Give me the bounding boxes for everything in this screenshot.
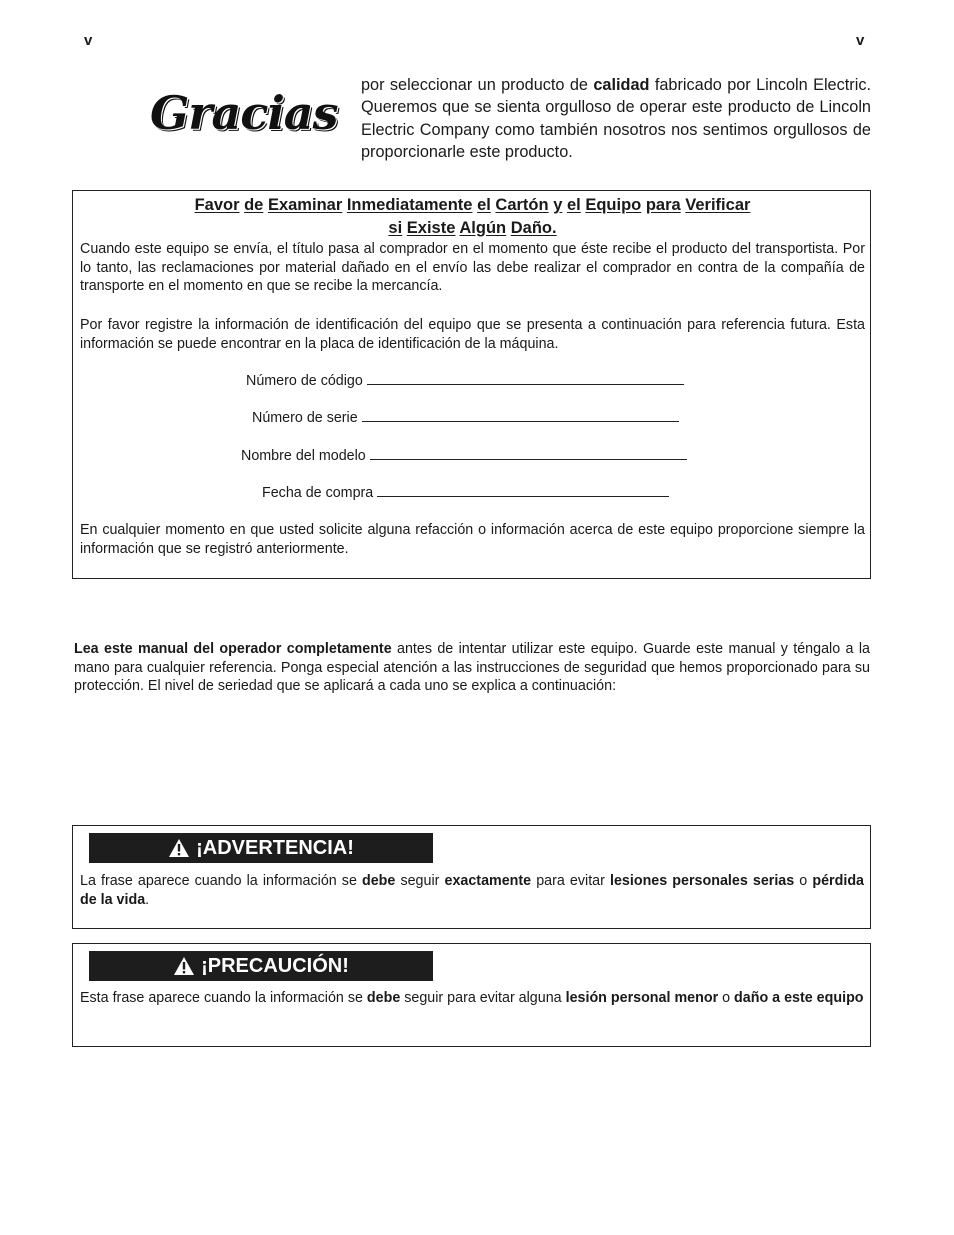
inspection-title-line-2 [73,217,872,240]
field-label: Nombre del modelo [241,448,366,464]
bold-span: debe [366,990,401,1006]
field-blank-line[interactable] [370,447,687,460]
warning-banner [89,833,433,863]
title-word: si [388,218,403,237]
title-word: Algún [459,218,507,237]
text-span: . [145,891,150,908]
title-word: Equipo [585,196,642,214]
footer-paragraph: En cualquier momento en que usted solicite alguna refacción o información acerca de este equipo proporcione siempre la información que se registró anteriormente. [80,522,865,557]
inspection-box [72,190,871,579]
thanks-text-post: fabricado por Lincoln Electric. Queremos que se sienta orgulloso de operar este producto de Lincoln Electric Company como también nosotros nos sentimos orgullosos de proporcionarle este producto. [361,76,871,162]
title-word: Favor [194,196,240,214]
title-word: Inmediatamente [346,196,473,214]
bold-span: pérdida de la vida [80,873,864,908]
title-word: Daño. [510,218,557,237]
title-word: el [477,196,491,214]
caution-banner [89,951,433,981]
warning-title: ¡ADVERTENCIA! [196,837,354,859]
inspection-title-line-1 [73,194,872,217]
page-number-right: v [856,32,865,49]
inspection-title [73,194,872,239]
manual-note [74,640,870,696]
title-word: Examinar [267,196,343,214]
title-word: Existe [406,218,456,237]
title-word: Verificar [685,196,751,214]
text-span: Esta frase aparece cuando la información se [80,990,367,1006]
bold-span: lesiones personales serias [609,873,795,889]
thanks-text-pre: por seleccionar un producto de [361,76,594,94]
field-fecha [262,484,669,501]
caution-text [80,989,864,1008]
gracias-heading: Gracias [150,86,338,140]
warning-box [72,825,871,929]
field-blank-line[interactable] [367,372,684,385]
text-span: La frase aparece cuando la información se [80,873,362,889]
manual-note-bold: Lea este manual del operador completamente [74,641,392,657]
warning-text [80,872,864,909]
text-span: o [718,990,735,1006]
field-serie [252,409,679,426]
caution-box [72,943,871,1047]
text-span: seguir [395,873,445,889]
field-label: Número de serie [252,410,358,426]
thanks-paragraph [361,74,871,164]
register-paragraph: Por favor registre la información de identificación del equipo que se presenta a continuación para referencia futura. Esta información se puede encontrar en la placa de identificación de la máquina. [80,317,865,352]
title-word: de [244,196,264,214]
page-number-left: v [84,32,93,49]
field-label: Fecha de compra [262,485,374,501]
manual-note-rest: antes de intentar utilizar este equipo. Guarde este manual y téngalo a la mano para cualquier referencia. Ponga especial atención a las instrucciones de seguridad que hemos proporcionado para su protección. El nivel de seriedad que se aplicará a cada uno se explica a continuación: [74,641,870,694]
text-span: para evitar [531,873,610,889]
bold-span: daño a este equipo [734,990,864,1006]
text-span: seguir para evitar alguna [400,990,566,1006]
field-modelo [241,447,687,464]
field-blank-line[interactable] [377,484,669,497]
caution-title: ¡PRECAUCIÓN! [201,955,349,977]
bold-span: exactamente [444,873,532,889]
warning-triangle-icon [168,838,190,858]
title-word: el [566,196,581,214]
title-word: Cartón [495,196,549,214]
shipping-paragraph: Cuando este equipo se envía, el título pasa al comprador en el momento que éste recibe el producto del transportista. Por lo tanto, las reclamaciones por material dañado en el envío las debe realizar el comprador en contra de la compañía de transporte en el momento en que se recibe la mercancía. [80,241,865,294]
bold-span: debe [362,873,396,889]
title-word: para [645,196,681,214]
field-blank-line[interactable] [362,409,679,422]
thanks-text-bold: calidad [593,76,650,94]
bold-span: lesión personal menor [565,990,719,1006]
field-codigo [246,372,684,389]
title-word: y [553,196,563,214]
warning-triangle-icon [173,956,195,976]
field-label: Número de código [246,373,363,389]
text-span: o [794,873,813,889]
